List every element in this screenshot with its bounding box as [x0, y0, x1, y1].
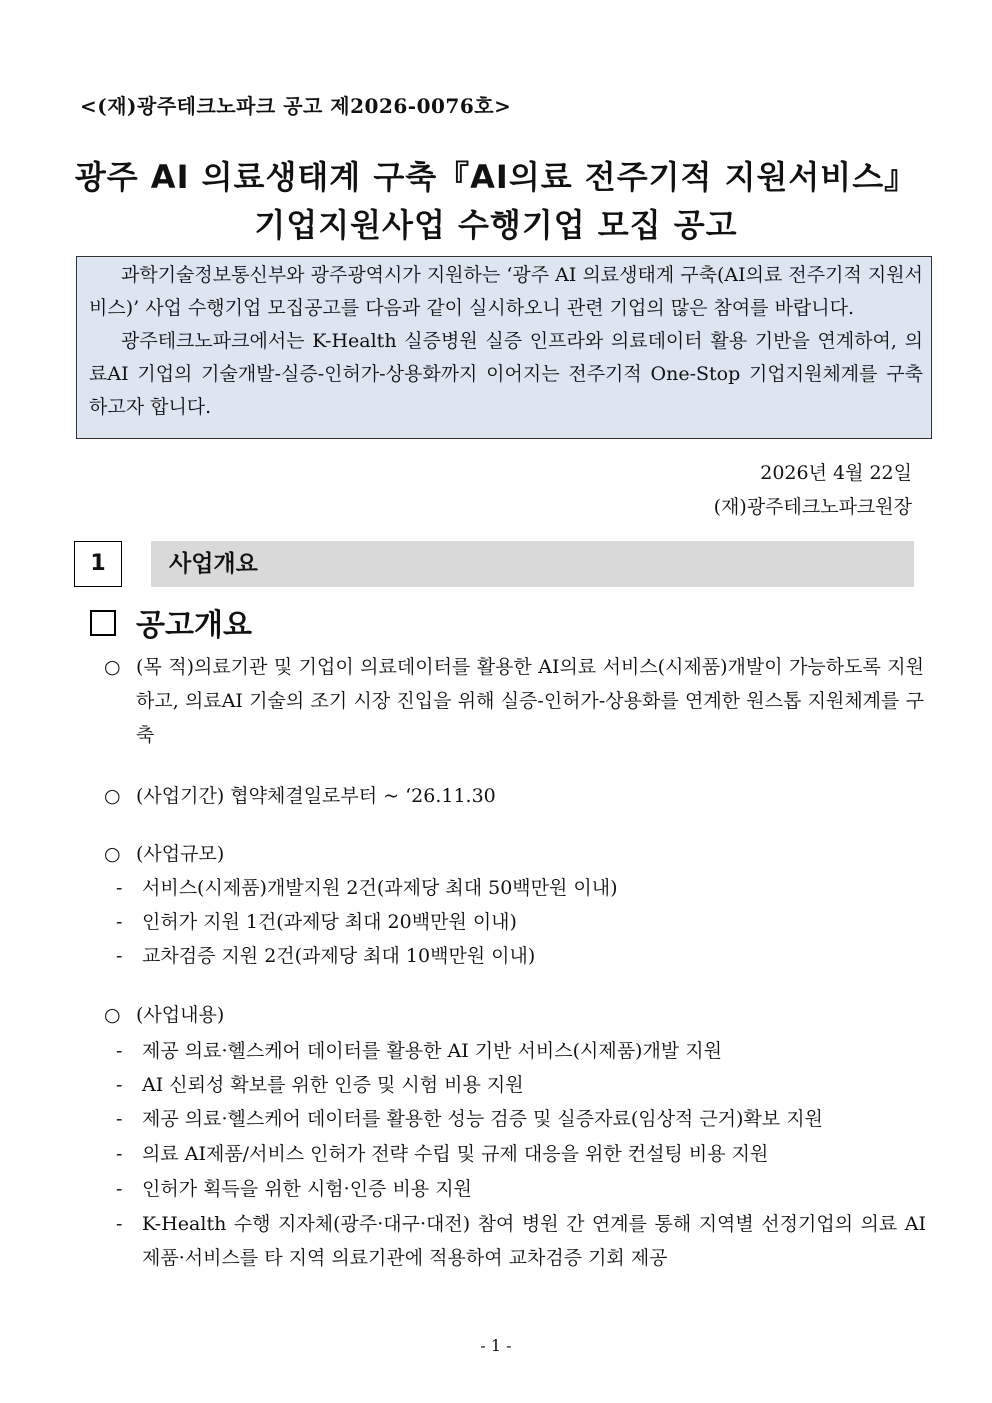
- list-item: [116, 939, 926, 973]
- dash-bullet: -: [116, 877, 123, 899]
- dash-bullet: -: [116, 945, 123, 967]
- circle-bullet-icon: ○: [104, 1004, 121, 1026]
- item-period-text: (사업기간) 협약체결일로부터 ~ ‘26.11.30: [136, 785, 496, 807]
- list-item: [116, 1102, 926, 1136]
- list-item: [116, 871, 926, 905]
- scale-item-text: 교차검증 지원 2건(과제당 최대 10백만원 이내): [142, 945, 536, 967]
- section-number: 1: [74, 541, 122, 587]
- content-item-text: K-Health 수행 지자체(광주·대구·대전) 참여 병원 간 연계를 통해 지역별 선정기업의 의료 AI 제품·서비스를 타 지역 의료기관에 적용하여 교차검증 기회 제공: [142, 1213, 926, 1269]
- circle-bullet-icon: ○: [104, 656, 121, 678]
- item-purpose: [104, 650, 924, 752]
- item-content-label: (사업내용): [136, 1004, 225, 1026]
- list-item: [116, 1172, 926, 1206]
- dash-bullet: -: [116, 1178, 123, 1200]
- section-title: 사업개요: [151, 541, 914, 587]
- dash-bullet: -: [116, 1108, 123, 1130]
- circle-bullet-icon: ○: [104, 843, 121, 865]
- content-item-text: AI 신뢰성 확보를 위한 인증 및 시험 비용 지원: [142, 1074, 524, 1096]
- dash-bullet: -: [116, 1213, 123, 1235]
- issuing-organization: (재)광주테크노파크원장: [713, 496, 912, 518]
- content-item-text: 의료 AI제품/서비스 인허가 전략 수립 및 규제 대응을 위한 컨설팅 비용 지원: [142, 1143, 769, 1165]
- dash-bullet: -: [116, 1040, 123, 1062]
- list-item: [116, 1068, 926, 1102]
- list-item: [116, 1137, 926, 1171]
- item-content: [104, 998, 924, 1032]
- content-item-text: 인허가 획득을 위한 시험·인증 비용 지원: [142, 1178, 472, 1200]
- subsection-heading-text: 공고개요: [136, 608, 252, 643]
- page-title-line1: 광주 AI 의료생태계 구축『AI의료 전주기적 지원서비스』: [74, 158, 918, 196]
- notice-date: 2026년 4월 22일: [760, 462, 912, 484]
- scale-item-text: 서비스(시제품)개발지원 2건(과제당 최대 50백만원 이내): [142, 877, 618, 899]
- dash-bullet: -: [116, 911, 123, 933]
- page-title-line2: 기업지원사업 수행기업 모집 공고: [254, 206, 738, 244]
- page-number: - 1 -: [480, 1336, 512, 1355]
- intro-paragraph-2: 광주테크노파크에서는 K-Health 실증병원 실증 인프라와 의료데이터 활용 기반을 연계하여, 의료AI 기업의 기술개발-실증-인허가-상용화까지 이어지는 전주기적 One-Stop 기업지원체계를 구축 하고자 합니다.: [89, 330, 923, 418]
- content-item-text: 제공 의료·헬스케어 데이터를 활용한 AI 기반 서비스(시제품)개발 지원: [142, 1040, 722, 1062]
- circle-bullet-icon: ○: [104, 785, 121, 807]
- item-period: [104, 779, 924, 813]
- scale-item-text: 인허가 지원 1건(과제당 최대 20백만원 이내): [142, 911, 517, 933]
- item-scale-label: (사업규모): [136, 843, 225, 865]
- intro-box: [76, 256, 932, 439]
- dash-bullet: -: [116, 1143, 123, 1165]
- dash-bullet: -: [116, 1074, 123, 1096]
- square-bullet-icon: [90, 610, 116, 636]
- content-item-text: 제공 의료·헬스케어 데이터를 활용한 성능 검증 및 실증자료(임상적 근거)확보 지원: [142, 1108, 823, 1130]
- list-item: [116, 905, 926, 939]
- item-scale: [104, 837, 924, 871]
- subsection-heading: [90, 600, 252, 644]
- intro-paragraph-1: 과학기술정보통신부와 광주광역시가 지원하는 ‘광주 AI 의료생태계 구축(AI의료 전주기적 지원서비스)’ 사업 수행기업 모집공고를 다음과 같이 실시하오니 관련 기업의 많은 참여를 바랍니다.: [89, 264, 923, 319]
- list-item: [116, 1207, 926, 1275]
- list-item: [116, 1034, 926, 1068]
- item-purpose-text: (목 적)의료기관 및 기업이 의료데이터를 활용한 AI의료 서비스(시제품)개발이 가능하도록 지원하고, 의료AI 기술의 조기 시장 진입을 위해 실증-인허가-상용화를 연계한 원스톱 지원체계를 구축: [136, 656, 924, 746]
- notice-number: <(재)광주테크노파크 공고 제2026-0076호>: [80, 94, 512, 118]
